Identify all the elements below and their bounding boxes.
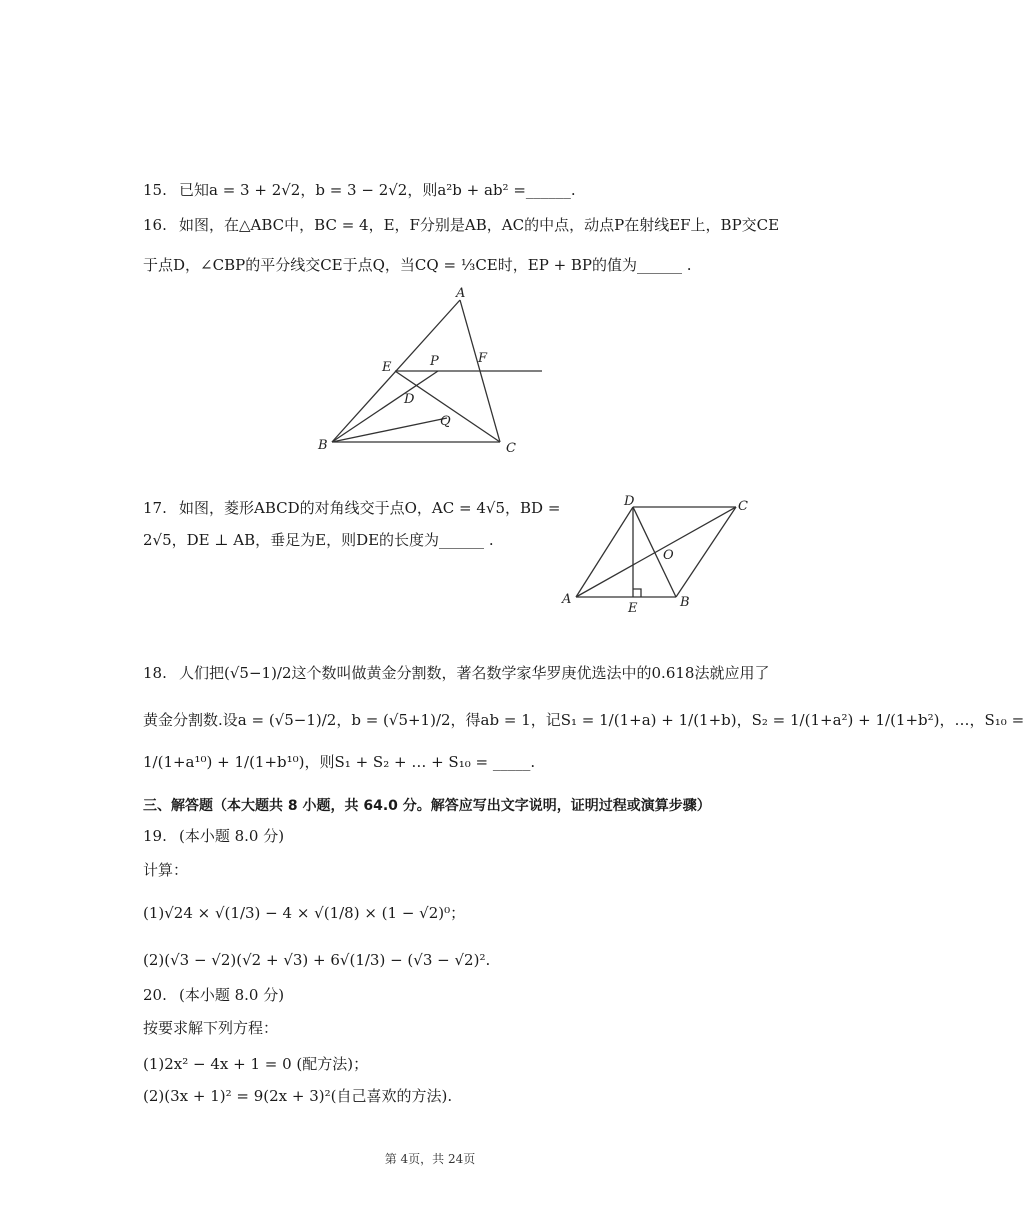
problem-number: 20. [143, 986, 167, 1004]
problem-number: 15. [143, 181, 167, 199]
label-B: B [680, 595, 690, 610]
label-C: C [506, 441, 516, 456]
problem-text: 如图，在△ABC中，BC = 4，E，F分别是AB，AC的中点，动点P在射线EF上，BP交CE [179, 216, 780, 234]
problem-text: 如图，菱形ABCD的对角线交于点O，AC = 4√5，BD = [179, 499, 561, 517]
problem-number: 19. [143, 827, 167, 845]
problem-score: (本小题 8.0 分) [179, 986, 285, 1004]
problem-18-line3: 1/(1+a¹⁰) + 1/(1+b¹⁰)，则S₁ + S₂ + … + S₁₀ = _____. [143, 753, 536, 771]
label-D: D [404, 392, 415, 407]
problem-16-line1 [143, 215, 779, 235]
label-E: E [628, 601, 638, 616]
problem-20-item2: (2)(3x + 1)² = 9(2x + 3)²(自己喜欢的方法). [143, 1087, 453, 1105]
label-A: A [456, 286, 466, 301]
problem-number: 17. [143, 499, 167, 517]
problem-18-line2: 黄金分割数.设a = (√5−1)/2，b = (√5+1)/2，得ab = 1，记S₁ = 1/(1+a) + 1/(1+b)，S₂ = 1/(1+a²) + 1/(1+b²)，…，S₁₀ = [143, 711, 1024, 729]
problem-text: 已知a = 3 + 2√2，b = 3 − 2√2，则a²b + ab² =______. [179, 181, 576, 199]
rhombus-figure [558, 492, 758, 626]
problem-19-instruction: 计算： [143, 861, 189, 879]
label-B: B [318, 438, 328, 453]
problem-20-header [143, 985, 284, 1005]
label-A: A [562, 592, 572, 607]
problem-15 [143, 180, 576, 200]
triangle-figure [310, 282, 560, 466]
problem-19-header [143, 826, 284, 846]
label-D: D [624, 494, 635, 509]
problem-18-line1 [143, 663, 769, 683]
label-Q: Q [440, 414, 451, 429]
problem-16-line2: 于点D，∠CBP的平分线交CE于点Q，当CQ = ⅓CE时，EP + BP的值为______ . [143, 256, 692, 274]
problem-17-line1 [143, 498, 560, 518]
page-footer: 第 4页，共 24页 [384, 1152, 476, 1166]
problem-score: (本小题 8.0 分) [179, 827, 285, 845]
problem-number: 18. [143, 664, 167, 682]
problem-number: 16. [143, 216, 167, 234]
problem-text: 人们把(√5−1)/2这个数叫做黄金分割数，著名数学家华罗庚优选法中的0.618法就应用了 [179, 664, 770, 682]
label-E: E [382, 360, 392, 375]
section-heading: 三、解答题（本大题共 8 小题，共 64.0 分。解答应写出文字说明，证明过程或演算步骤） [143, 798, 711, 814]
problem-17-line2: 2√5，DE ⊥ AB，垂足为E，则DE的长度为______ . [143, 531, 494, 549]
label-P: P [430, 354, 439, 369]
problem-20-item1: (1)2x² − 4x + 1 = 0 (配方法)； [143, 1055, 369, 1073]
problem-20-instruction: 按要求解下列方程： [143, 1019, 279, 1037]
label-C: C [738, 499, 748, 514]
label-F: F [478, 351, 488, 366]
problem-19-item2: (2)(√3 − √2)(√2 + √3) + 6√(1/3) − (√3 − √2)². [143, 951, 491, 969]
label-O: O [663, 548, 674, 563]
problem-19-item1: (1)√24 × √(1/3) − 4 × √(1/8) × (1 − √2)⁰； [143, 904, 466, 922]
